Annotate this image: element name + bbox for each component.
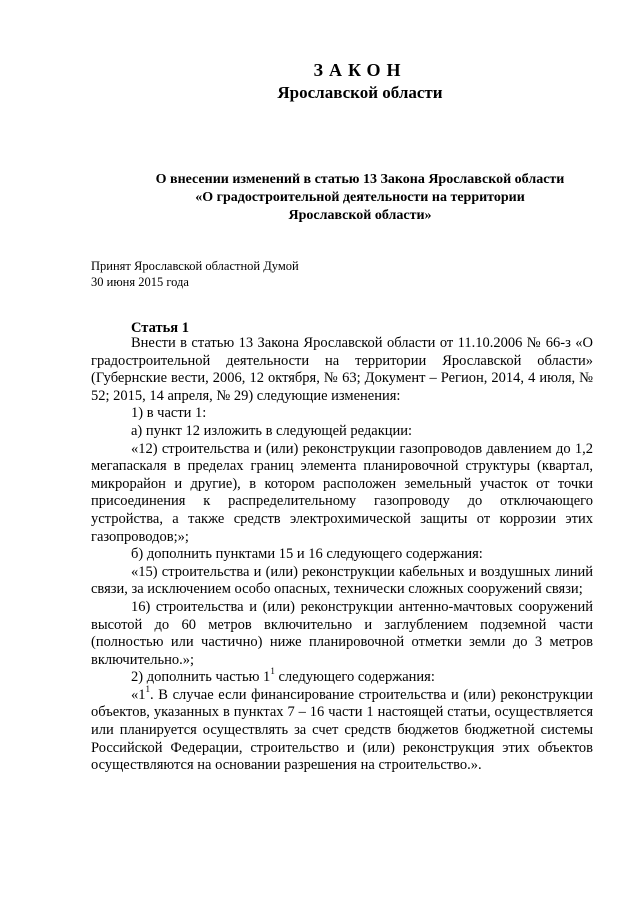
paragraph: [91, 666, 593, 687]
paragraph: 16) строительства и (или) реконструкции антенно-мачтовых сооружений высотой до 60 метров включительно и заглублением подземной части (полностью или частично) ниже планировочной отметки земли до 3 метров включительно.»;: [91, 598, 593, 668]
adoption-date: 30 июня 2015 года: [91, 274, 189, 289]
article-heading: Статья 1: [131, 320, 189, 336]
paragraph-text: следующего содержания:: [274, 669, 435, 686]
law-title: [90, 171, 630, 225]
article-body: [91, 335, 593, 775]
law-title-line: Ярославской области»: [288, 208, 432, 223]
document-type-heading: ЗАКОН: [313, 60, 407, 80]
paragraph: 1) в части 1:: [131, 405, 207, 422]
paragraph: Внести в статью 13 Закона Ярославской области от 11.10.2006 № 66-з «О градостроительной деятельности на территории Ярославской области» (Губернские вести, 2006, 12 октября, № 63; Документ – Регион, 2014, 4 июля, № 52; 2015, 14 апреля, № 29) следующие изменения:: [91, 335, 593, 404]
law-title-line: О внесении изменений в статью 13 Закона Ярославской области: [155, 172, 565, 187]
superscript: 1: [270, 666, 275, 677]
paragraph: «15) строительства и (или) реконструкции кабельных и воздушных линий связи, за исключением особо опасных, технически сложных сооружений связи;: [91, 563, 593, 598]
paragraph: [91, 684, 593, 775]
paragraph-text: 2) дополнить частью 1: [131, 669, 271, 686]
paragraph: б) дополнить пунктами 15 и 16 следующего содержания:: [131, 546, 483, 563]
adoption-note: [91, 259, 299, 290]
law-title-line: «О градостроительной деятельности на территории: [195, 190, 525, 205]
paragraph: а) пункт 12 изложить в следующей редакции:: [131, 422, 413, 439]
paragraph: «12) строительства и (или) реконструкции газопроводов давлением до 1,2 мегапаскаля в пределах границ элемента планировочной структуры (квартал, микрорайон и другие), в котором расположен земельный участок от точки присоединения к распределительному газопроводу до отключающего устройства, а также средств электрохимической защиты от коррозии этих газопроводов;»;: [91, 440, 593, 545]
adoption-body: Принят Ярославской областной Думой: [91, 259, 299, 273]
region-heading: Ярославской области: [277, 83, 443, 102]
paragraph-text: «1: [131, 686, 146, 703]
paragraph-text: . В случае если финансирование строительства и (или) реконструкции объектов, указанных в пунктах 7 – 16 части 1 настоящей статьи, осуществляется или планируется осуществлять за счет средств бюджетов бюджетной системы Российской Федерации, строительство и (или) реконструкция этих объектов осуществляются на основании разрешения на строительство.».: [91, 686, 593, 774]
superscript: 1: [145, 684, 150, 695]
